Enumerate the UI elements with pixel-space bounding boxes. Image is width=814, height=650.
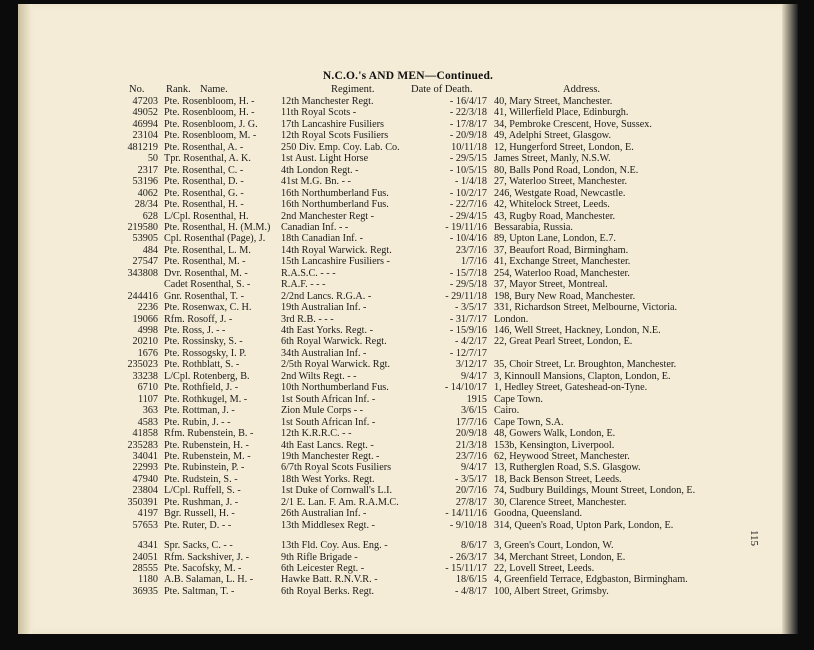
entry-number: 1676 xyxy=(137,347,158,359)
entry-address: 74, Sudbury Buildings, Mount Street, London, E. xyxy=(494,485,696,497)
entry-date-of-death: - 16/4/17 xyxy=(449,96,487,107)
entry-name: Pte. Rosenbloom, M. - xyxy=(164,130,257,142)
entry-number: 4998 xyxy=(137,325,158,336)
table-row xyxy=(18,586,778,597)
entry-regiment: 9th Rifle Brigade - xyxy=(281,551,358,563)
entry-number: 53196 xyxy=(132,176,158,188)
entry-address: Cape Town. xyxy=(494,393,543,405)
entry-date-of-death: - 22/7/16 xyxy=(449,199,487,211)
entry-address: 18, Back Benson Street, Leeds. xyxy=(494,473,622,485)
entry-regiment: 6th Royal Warwick. Regt. xyxy=(281,336,387,348)
entry-name: Pte. Rubenstein, H. - xyxy=(164,439,249,451)
entry-address: James Street, Manly, N.S.W. xyxy=(494,153,611,165)
entry-address: 3, Green's Court, London, W. xyxy=(494,540,614,552)
entry-date-of-death: - 4/8/17 xyxy=(455,585,487,597)
entry-date-of-death: - 10/5/15 xyxy=(449,164,487,176)
entry-address: 62, Heywood Street, Manchester. xyxy=(494,450,630,462)
entry-date-of-death: - 22/3/18 xyxy=(449,107,487,119)
entry-address: 4, Greenfield Terrace, Edgbaston, Birmingham. xyxy=(494,574,688,586)
entry-address: 41, Exchange Street, Manchester. xyxy=(494,256,631,268)
table-row xyxy=(18,188,778,199)
entry-date-of-death: 21/3/18 xyxy=(455,439,487,451)
entry-address: 22, Great Pearl Street, London, E. xyxy=(494,336,633,348)
entry-name: Gnr. Rosenthal, T. - xyxy=(164,290,244,302)
entry-number: 36935 xyxy=(132,585,158,597)
entry-date-of-death: 9/4/17 xyxy=(460,370,487,382)
entry-regiment: 4th East Yorks. Regt. - xyxy=(281,325,373,336)
entry-regiment: 1st South African Inf. - xyxy=(281,393,376,405)
col-header-address: Address. xyxy=(563,84,601,95)
entry-regiment: 250 Div. Emp. Coy. Lab. Co. xyxy=(281,141,400,153)
entry-name: Pte. Rothblatt, S. - xyxy=(164,359,240,371)
entry-address: 246, Westgate Road, Newcastle. xyxy=(494,187,626,199)
entry-regiment: 19th Australian Inf. - xyxy=(281,302,367,314)
entry-name: Cpl. Rosenthal (Page), J. xyxy=(164,233,266,245)
entry-name: Rfm. Rosoff, J. - xyxy=(164,313,233,325)
entry-regiment: 13th Middlesex Regt. - xyxy=(281,519,375,531)
entry-number: 244416 xyxy=(127,290,158,302)
table-row xyxy=(18,520,778,531)
entry-number: 363 xyxy=(142,405,158,417)
entry-name: Tpr. Rosenthal, A. K. xyxy=(164,153,251,165)
entry-number: 41858 xyxy=(132,428,158,440)
entry-number: 4341 xyxy=(137,540,158,552)
entry-name: Pte. Rosenbloom, H. - xyxy=(164,96,255,107)
entry-date-of-death: - 9/10/18 xyxy=(449,519,487,531)
entry-date-of-death: 3/12/17 xyxy=(455,359,487,371)
column-headers xyxy=(18,84,778,96)
entry-name: Cadet Rosenthal, S. - xyxy=(164,279,251,291)
entry-address: London. xyxy=(494,313,529,325)
entry-name: Pte. Rosenbloom, H. - xyxy=(164,107,255,119)
table-row xyxy=(18,325,778,336)
entry-number: 34041 xyxy=(132,450,158,462)
entry-number: 219580 xyxy=(127,221,158,233)
entry-number: 2317 xyxy=(137,164,158,176)
table-row xyxy=(18,371,778,382)
entry-regiment: 2nd Wilts Regt. - - xyxy=(281,370,357,382)
entry-name: Spr. Sacks, C. - - xyxy=(164,540,233,552)
entry-date-of-death: - 10/2/17 xyxy=(449,187,487,199)
table-row xyxy=(18,176,778,187)
entry-date-of-death: - 3/5/17 xyxy=(455,473,487,485)
entry-regiment: R.A.F. - - - xyxy=(281,279,326,291)
entry-date-of-death: - 12/7/17 xyxy=(449,347,487,359)
entry-address: 49, Adelphi Street, Glasgow. xyxy=(494,130,612,142)
entry-name: Pte. Rushman, J. - xyxy=(164,496,239,508)
entry-name: L/Cpl. Ruffell, S. - xyxy=(164,485,241,497)
entry-regiment: 6th Leicester Regt. - xyxy=(281,563,365,574)
entry-regiment: 14th Royal Warwick. Regt. xyxy=(281,244,392,256)
entry-date-of-death: - 3/5/17 xyxy=(455,302,487,314)
table-row xyxy=(18,394,778,405)
col-header-regiment: Regiment. xyxy=(331,84,375,95)
entry-address: Cairo. xyxy=(494,405,520,417)
entry-number: 49052 xyxy=(132,107,158,119)
table-row xyxy=(18,211,778,222)
table-row xyxy=(18,245,778,256)
table-row xyxy=(18,359,778,370)
entry-address: 37, Mayor Street, Montreal. xyxy=(494,279,608,291)
entry-name: Pte. Rossinsky, S. - xyxy=(164,336,243,348)
entry-regiment: 1st Aust. Light Horse xyxy=(281,153,369,165)
book-page xyxy=(18,4,798,634)
entry-number: 343808 xyxy=(127,267,158,279)
entry-date-of-death: - 20/9/18 xyxy=(449,130,487,142)
table-row xyxy=(18,440,778,451)
entry-name: Pte. Rubenstein, M. - xyxy=(164,450,251,462)
table-row xyxy=(18,485,778,496)
entry-name: Pte. Rosenwax, C. H. xyxy=(164,302,252,314)
table-row xyxy=(18,563,778,574)
entry-date-of-death: 1915 xyxy=(466,393,487,405)
entry-regiment: 12th K.R.R.C. - - xyxy=(281,428,352,440)
entry-address: 43, Rugby Road, Manchester. xyxy=(494,210,616,222)
entry-address: 3, Kinnoull Mansions, Clapton, London, E. xyxy=(494,370,671,382)
table-row xyxy=(18,119,778,130)
entry-number: 20210 xyxy=(132,336,158,348)
entry-regiment: 26th Australian Inf. - xyxy=(281,508,367,520)
entry-name: Rfm. Sackshiver, J. - xyxy=(164,551,250,563)
entry-number: 235283 xyxy=(127,439,158,451)
table-row xyxy=(18,199,778,210)
entry-address: 30, Clarence Street, Manchester. xyxy=(494,496,627,508)
entry-number: 23104 xyxy=(132,130,158,142)
entry-address: 37, Beaufort Road, Birmingham. xyxy=(494,244,629,256)
table-row xyxy=(18,302,778,313)
table-row xyxy=(18,417,778,428)
entry-date-of-death: 8/6/17 xyxy=(460,540,487,552)
entry-date-of-death: - 26/3/17 xyxy=(449,551,487,563)
table-row xyxy=(18,291,778,302)
entry-address: 198, Bury New Road, Manchester. xyxy=(494,290,636,302)
entry-number: 1107 xyxy=(138,393,158,405)
entry-name: L/Cpl. Rotenberg, B. xyxy=(164,370,250,382)
entry-name: Pte. Rubinstein, P. - xyxy=(164,462,245,474)
entry-number: 484 xyxy=(142,244,158,256)
table-row xyxy=(18,462,778,473)
entry-address: 34, Pembroke Crescent, Hove, Sussex. xyxy=(494,118,652,130)
table-row xyxy=(18,130,778,141)
entry-address: 40, Mary Street, Manchester. xyxy=(494,96,613,107)
entry-name: Pte. Rosenbloom, J. G. xyxy=(164,118,258,130)
table-row xyxy=(18,574,778,585)
entry-date-of-death: - 10/4/16 xyxy=(449,233,487,245)
table-row xyxy=(18,256,778,267)
entry-date-of-death: - 15/7/18 xyxy=(449,267,487,279)
entry-date-of-death: - 29/4/15 xyxy=(449,210,487,222)
entry-name: Pte. Rothkugel, M. - xyxy=(164,393,248,405)
entry-regiment: 10th Northumberland Fus. xyxy=(281,382,389,394)
entry-date-of-death: 17/7/16 xyxy=(455,416,487,428)
entry-number: 28/34 xyxy=(134,199,158,211)
entry-date-of-death: 23/7/16 xyxy=(455,450,487,462)
table-row xyxy=(18,314,778,325)
entry-address: 254, Waterloo Road, Manchester. xyxy=(494,267,630,279)
table-row xyxy=(18,279,778,290)
entry-number: 57653 xyxy=(132,519,158,531)
entry-name: Pte. Saltman, T. - xyxy=(164,585,235,597)
table-row xyxy=(18,508,778,519)
entry-date-of-death: - 29/5/18 xyxy=(449,279,487,291)
entry-date-of-death: 10/11/18 xyxy=(451,141,487,153)
entry-address: 12, Hungerford Street, London, E. xyxy=(494,141,634,153)
entry-address: 41, Willerfield Place, Edinburgh. xyxy=(494,107,629,119)
entry-regiment: 2nd Manchester Regt - xyxy=(281,210,375,222)
entry-address: 34, Merchant Street, London, E. xyxy=(494,551,626,563)
entry-address: 22, Lovell Street, Leeds. xyxy=(494,563,595,574)
entry-regiment: 11th Royal Scots - xyxy=(281,107,357,119)
table-row xyxy=(18,336,778,347)
entry-regiment: 18th Canadian Inf. - xyxy=(281,233,364,245)
page-number: 115 xyxy=(747,529,760,547)
table-row xyxy=(18,540,778,551)
table-row xyxy=(18,233,778,244)
entry-name: Pte. Rosenthal, G. - xyxy=(164,187,244,199)
entry-number: 53905 xyxy=(132,233,158,245)
entry-address: 100, Albert Street, Grimsby. xyxy=(494,585,609,597)
entry-address: 331, Richardson Street, Melbourne, Victoria. xyxy=(494,302,678,314)
entry-date-of-death: 1/7/16 xyxy=(460,256,487,268)
entry-regiment: Canadian Inf. - - xyxy=(281,221,349,233)
entry-address: 13, Rutherglen Road, S.S. Glasgow. xyxy=(494,462,641,474)
entry-number: 27547 xyxy=(132,256,158,268)
entry-name: Pte. Rosenthal, C. - xyxy=(164,164,244,176)
entry-number: 24051 xyxy=(132,551,158,563)
entry-name: Bgr. Russell, H. - xyxy=(164,508,235,520)
entry-regiment: 34th Australian Inf. - xyxy=(281,347,367,359)
entry-name: Dvr. Rosenthal, M. - xyxy=(164,267,248,279)
entry-name: Pte. Rosenthal, M. - xyxy=(164,256,246,268)
entry-name: Pte. Rossogsky, I. P. xyxy=(164,347,247,359)
col-header-rank: Rank. xyxy=(166,84,191,95)
entry-regiment: 6/7th Royal Scots Fusiliers xyxy=(281,462,392,474)
entry-address: 35, Choir Street, Lr. Broughton, Manchester. xyxy=(494,359,677,371)
entry-regiment: R.A.S.C. - - - xyxy=(281,267,336,279)
entry-address: 146, Well Street, Hackney, London, N.E. xyxy=(494,325,661,336)
entry-regiment: 1st Duke of Cornwall's L.I. xyxy=(281,485,393,497)
table-row xyxy=(18,96,778,107)
entry-date-of-death: - 29/5/15 xyxy=(449,153,487,165)
entry-number: 46994 xyxy=(132,118,158,130)
table-row xyxy=(18,382,778,393)
entry-date-of-death: - 14/10/17 xyxy=(444,382,487,394)
entry-date-of-death: - 15/11/17 xyxy=(445,563,487,574)
entry-number: 6710 xyxy=(137,382,158,394)
entry-regiment: 2/5th Royal Warwick. Rgt. xyxy=(281,359,391,371)
entry-address: Bessarabia, Russia. xyxy=(494,221,573,233)
table-row xyxy=(18,552,778,563)
entry-name: Pte. Rottman, J. - xyxy=(164,405,235,417)
entry-address: Cape Town, S.A. xyxy=(494,416,564,428)
entry-name: Rfm. Rubenstein, B. - xyxy=(164,428,254,440)
entry-number: 22993 xyxy=(132,462,158,474)
page-edge xyxy=(782,4,798,634)
entry-number: 2236 xyxy=(137,302,158,314)
table-row xyxy=(18,107,778,118)
entry-regiment: 4th London Regt. - xyxy=(281,164,359,176)
entry-regiment: 3rd R.B. - - - xyxy=(281,313,334,325)
entry-name: Pte. Rosenthal, A. - xyxy=(164,141,244,153)
entry-date-of-death: 9/4/17 xyxy=(460,462,487,474)
entry-address: 1, Hedley Street, Gateshead-on-Tyne. xyxy=(494,382,648,394)
entry-address: Goodna, Queensland. xyxy=(494,508,582,520)
entry-number: 23804 xyxy=(132,485,158,497)
entry-number: 47940 xyxy=(132,473,158,485)
table-row xyxy=(18,451,778,462)
entry-regiment: 12th Royal Scots Fusiliers xyxy=(281,130,389,142)
entry-number: 47203 xyxy=(132,96,158,107)
table-row xyxy=(18,348,778,359)
table-row xyxy=(18,405,778,416)
entry-regiment: 1st South African Inf. - xyxy=(281,416,376,428)
table-row xyxy=(18,268,778,279)
entry-regiment: 16th Northumberland Fus. xyxy=(281,187,389,199)
entry-name: Pte. Rudstein, S. - xyxy=(164,473,238,485)
entry-date-of-death: 18/6/15 xyxy=(455,574,487,586)
entry-number: 628 xyxy=(142,210,158,222)
table-row xyxy=(18,153,778,164)
entry-name: Pte. Sacofsky, M. - xyxy=(164,563,242,574)
table-row xyxy=(18,142,778,153)
entry-number: 1180 xyxy=(138,574,158,586)
entry-address: 89, Upton Lane, London, E.7. xyxy=(494,233,616,245)
entry-date-of-death: - 4/2/17 xyxy=(455,336,487,348)
col-header-no: No. xyxy=(129,84,145,95)
table-row xyxy=(18,222,778,233)
entry-address: 314, Queen's Road, Upton Park, London, E. xyxy=(494,519,674,531)
col-header-date: Date of Death. xyxy=(411,84,473,95)
entry-number: 4583 xyxy=(137,416,158,428)
entry-regiment: 17th Lancashire Fusiliers xyxy=(281,118,384,130)
entry-name: Pte. Rubin, J. - - xyxy=(164,416,231,428)
entry-number: 28555 xyxy=(132,563,158,574)
entry-name: Pte. Rosenthal, L. M. xyxy=(164,244,251,256)
entry-date-of-death: - 29/11/18 xyxy=(445,290,487,302)
entry-address: 80, Balls Pond Road, London, N.E. xyxy=(494,164,639,176)
entry-regiment: 18th West Yorks. Regt. xyxy=(281,473,375,485)
entry-regiment: 15th Lancashire Fusiliers - xyxy=(281,256,390,268)
entry-regiment: 19th Manchester Regt. - xyxy=(281,450,380,462)
entry-name: L/Cpl. Rosenthal, H. xyxy=(164,210,249,222)
table-row xyxy=(18,428,778,439)
entry-address: 153b, Kensington, Liverpool. xyxy=(494,439,615,451)
entry-name: Pte. Rosenthal, H. (M.M.) xyxy=(164,221,271,233)
entry-date-of-death: - 17/8/17 xyxy=(449,118,487,130)
entry-regiment: 2/1 E. Lan. F. Am. R.A.M.C. xyxy=(281,496,399,508)
entry-address: 42, Whitelock Street, Leeds. xyxy=(494,199,610,211)
table-row xyxy=(18,497,778,508)
entry-regiment: Zion Mule Corps - - xyxy=(281,405,364,417)
entry-regiment: 6th Royal Berks. Regt. xyxy=(281,585,375,597)
entry-name: A.B. Salaman, L. H. - xyxy=(164,574,254,586)
entry-regiment: 41st M.G. Bn. - - xyxy=(281,176,351,188)
entry-date-of-death: 20/9/18 xyxy=(455,428,487,440)
entry-name: Pte. Ross, J. - - xyxy=(164,325,226,336)
entry-date-of-death: - 31/7/17 xyxy=(449,313,487,325)
table-row xyxy=(18,474,778,485)
entry-regiment: Hawke Batt. R.N.V.R. - xyxy=(281,574,378,586)
entry-number: 235023 xyxy=(127,359,158,371)
entry-address: 48, Gowers Walk, London, E. xyxy=(494,428,616,440)
entry-date-of-death: 3/6/15 xyxy=(460,405,487,417)
page-heading: N.C.O.'s AND MEN—Continued. xyxy=(322,70,494,82)
entry-regiment: 13th Fld. Coy. Aus. Eng. - xyxy=(281,540,388,552)
col-header-name: Name. xyxy=(200,84,228,95)
entry-name: Pte. Ruter, D. - - xyxy=(164,519,232,531)
entry-number: 33238 xyxy=(132,370,158,382)
entry-name: Pte. Rosenthal, D. - xyxy=(164,176,244,188)
entry-name: Pte. Rosenthal, H. - xyxy=(164,199,244,211)
entry-regiment: 16th Northumberland Fus. xyxy=(281,199,389,211)
entry-date-of-death: - 14/11/16 xyxy=(445,508,487,520)
entry-date-of-death: 20/7/16 xyxy=(455,485,487,497)
entry-name: Pte. Rothfield, J. - xyxy=(164,382,239,394)
entry-number: 350391 xyxy=(127,496,158,508)
entry-date-of-death: 23/7/16 xyxy=(455,244,487,256)
entry-number: 4062 xyxy=(137,187,158,199)
entry-regiment: 12th Manchester Regt. xyxy=(281,96,374,107)
entry-date-of-death: - 15/9/16 xyxy=(449,325,487,336)
entry-address: 27, Waterloo Street, Manchester. xyxy=(494,176,628,188)
entry-date-of-death: - 19/11/16 xyxy=(445,221,487,233)
table-row xyxy=(18,165,778,176)
entry-number: 4197 xyxy=(137,508,158,520)
entry-number: 50 xyxy=(147,153,158,165)
entry-regiment: 4th East Lancs. Regt. - xyxy=(281,439,374,451)
entry-number: 481219 xyxy=(127,141,158,153)
entry-number: 19066 xyxy=(132,313,158,325)
entry-date-of-death: 27/8/17 xyxy=(455,496,487,508)
entry-regiment: 2/2nd Lancs. R.G.A. - xyxy=(281,290,372,302)
entry-date-of-death: - 1/4/18 xyxy=(455,176,487,188)
